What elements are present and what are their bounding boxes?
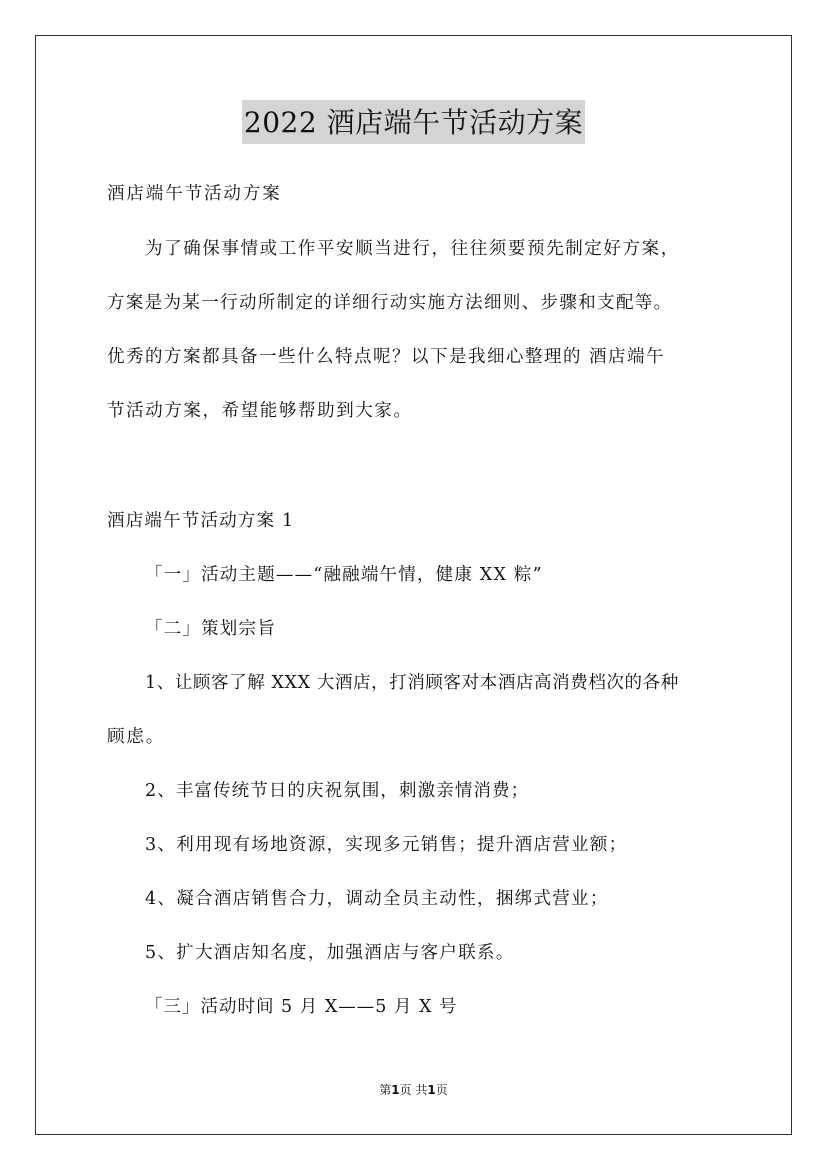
title-container [0, 100, 827, 144]
intro-line-3: 优秀的方案都具备一些什么特点呢？以下是我细心整理的 酒店端午 [107, 347, 666, 367]
item-purpose: 「二」策划宗旨 [145, 619, 276, 639]
footer-page-current: 1 [391, 1083, 400, 1097]
footer-label-post: 页 [435, 1083, 448, 1097]
intro-line-4: 节活动方案，希望能够帮助到大家。 [107, 401, 413, 421]
intro-line-2: 方案是为某一行动所制定的详细行动实施方法细则、步骤和支配等。 [107, 293, 673, 313]
footer-label-mid: 页 共 [399, 1083, 428, 1097]
document-subtitle: 酒店端午节活动方案 [107, 184, 282, 204]
page-footer [0, 1082, 827, 1098]
footer-label-pre: 第 [379, 1083, 392, 1097]
point-4: 4、凝合酒店销售合力，调动全员主动性，捆绑式营业； [145, 889, 609, 909]
point-1-line-1: 1、让顾客了解 XXX 大酒店，打消顾客对本酒店高消费档次的各种 [145, 673, 679, 693]
point-5: 5、扩大酒店知名度，加强酒店与客户联系。 [145, 943, 515, 963]
item-time: 「三」活动时间 5 月 X——5 月 X 号 [145, 997, 458, 1017]
point-1-line-2: 顾虑。 [107, 727, 166, 747]
document-title: 2022 酒店端午节活动方案 [242, 100, 585, 144]
section-title: 酒店端午节活动方案 1 [107, 511, 295, 531]
point-3: 3、利用现有场地资源，实现多元销售；提升酒店营业额； [145, 835, 628, 855]
intro-line-1: 为了确保事情或工作平安顺当进行，往往须要预先制定好方案， [145, 239, 680, 259]
footer-page-total: 1 [427, 1083, 436, 1097]
item-theme: 「一」活动主题——“融融端午情，健康 XX 粽” [145, 565, 543, 585]
point-2: 2、丰富传统节日的庆祝氛围，刺激亲情消费； [145, 781, 530, 801]
